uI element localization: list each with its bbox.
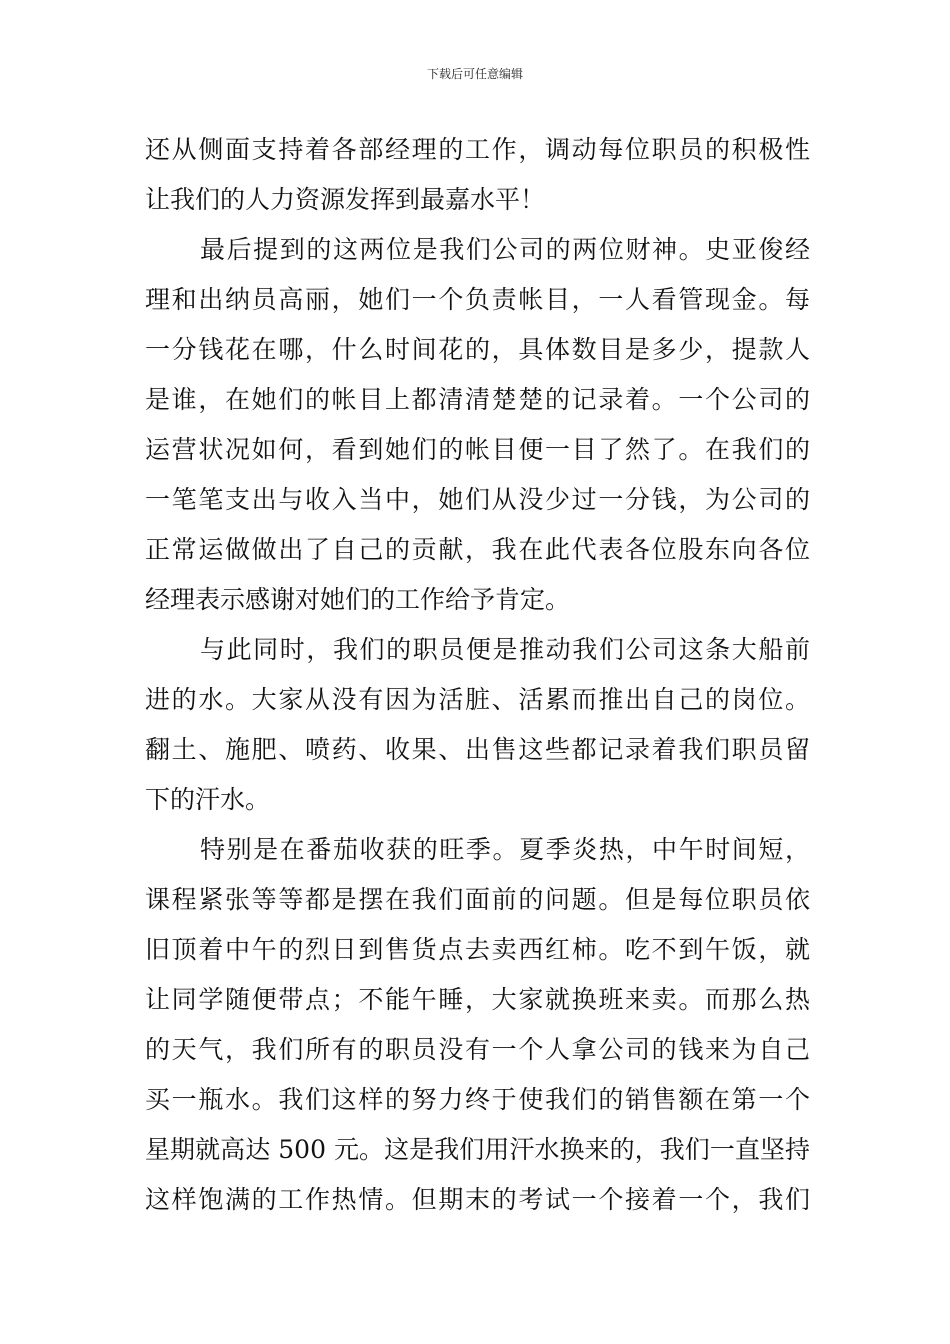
text-line: 进的水。大家从没有因为活脏、活累而推出自己的岗位。 xyxy=(145,685,810,714)
text-line: 这样饱满的工作热情。但期末的考试一个接着一个，我们 xyxy=(145,1185,810,1214)
text-line: 经理表示感谢对她们的工作给予肯定。 xyxy=(145,585,571,614)
text-line: 理和出纳员高丽，她们一个负责帐目，一人看管现金。每 xyxy=(145,285,810,314)
text-line: 与此同时，我们的职员便是推动我们公司这条大船前 xyxy=(200,635,810,664)
text-line: 星期就高达 500 元。这是我们用汗水换来的，我们一直坚持 xyxy=(145,1135,810,1164)
text-line: 的天气，我们所有的职员没有一个人拿公司的钱来为自己 xyxy=(145,1035,810,1064)
document-body xyxy=(145,125,810,1225)
text-line: 一笔笔支出与收入当中，她们从没少过一分钱，为公司的 xyxy=(145,485,810,514)
text-line: 下的汗水。 xyxy=(145,785,271,814)
text-line: 是谁，在她们的帐目上都清清楚楚的记录着。一个公司的 xyxy=(145,385,810,414)
text-line: 一分钱花在哪，什么时间花的，具体数目是多少，提款人 xyxy=(145,335,810,364)
text-line: 买一瓶水。我们这样的努力终于使我们的销售额在第一个 xyxy=(145,1085,810,1114)
text-line: 让同学随便带点；不能午睡，大家就换班来卖。而那么热 xyxy=(145,985,810,1014)
text-line: 旧顶着中午的烈日到售货点去卖西红柿。吃不到午饭，就 xyxy=(145,935,810,964)
text-line: 让我们的人力资源发挥到最嘉水平！ xyxy=(145,185,546,214)
page-header: 下载后可任意编辑 xyxy=(426,67,523,81)
text-line: 最后提到的这两位是我们公司的两位财神。史亚俊经 xyxy=(200,235,810,264)
text-line: 正常运做做出了自己的贡献，我在此代表各位股东向各位 xyxy=(145,535,810,564)
text-line: 还从侧面支持着各部经理的工作，调动每位职员的积极性 xyxy=(145,135,810,164)
text-line: 特别是在番茄收获的旺季。夏季炎热，中午时间短， xyxy=(200,835,810,864)
text-line: 翻土、施肥、喷药、收果、出售这些都记录着我们职员留 xyxy=(145,735,810,764)
text-line: 课程紧张等等都是摆在我们面前的问题。但是每位职员依 xyxy=(145,885,810,914)
text-line: 运营状况如何，看到她们的帐目便一目了然了。在我们的 xyxy=(145,435,810,464)
